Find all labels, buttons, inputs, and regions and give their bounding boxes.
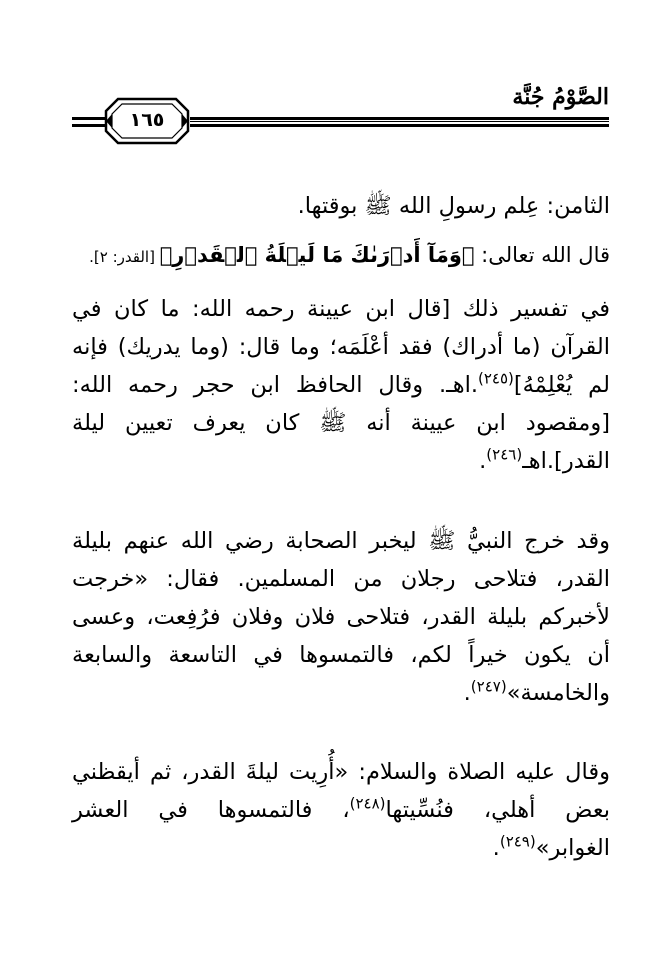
footnote-marker: (٢٤٧) <box>470 677 507 696</box>
paragraph-end: . <box>492 835 500 861</box>
paragraph-end: . <box>479 448 487 474</box>
quran-verse: ﴿وَمَآ أَدۡرَىٰكَ مَا لَيۡلَةُ ٱلۡقَدۡرِ﴾ <box>159 243 475 267</box>
hadith-text: وقال عليه الصلاة والسلام: «أُرِيت ليلةَ القدر، ثم أيقظني بعض أهلي، فنُسِّيتها <box>72 759 610 823</box>
verse-intro: قال الله تعالى: <box>474 243 610 267</box>
header-rule-left <box>72 117 106 127</box>
running-title: الصَّوْمُ جُنَّة <box>512 84 609 110</box>
header-rule-right <box>190 117 609 127</box>
hadith-text: وقد خرج النبيُّ ﷺ ليخبر الصحابة رضي الله عنهم بليلة القدر، فتلاحى رجلان من المسلمين. فقال: «خرجت لأخبركم بليلة القدر، فتلاحى فلان وفلان فرُفِعت، وعسى أن يكون خيراً لكم، فالتمسوها في التاسعة والسابعة والخامسة» <box>72 528 610 706</box>
page-number-frame <box>104 97 190 145</box>
footnote-marker: (٢٤٥) <box>478 369 514 388</box>
footnote-marker: (٢٤٨) <box>349 794 386 813</box>
page-number: ١٦٥ <box>129 109 165 131</box>
footnote-marker: (٢٤٦) <box>486 445 523 464</box>
tafsir-text-continued: .اهـ. وقال الحافظ ابن حجر رحمه الله: [ومقصود ابن عيينة أنه ﷺ كان يعرف تعيين ليلة القدر].اهـ <box>72 372 610 474</box>
footnote-marker: (٢٤٩) <box>499 832 536 851</box>
verse-reference: [القدر: ٢]. <box>89 248 160 266</box>
paragraph-hadith-quarrel <box>72 522 659 712</box>
paragraph-tafsir <box>72 290 659 480</box>
paragraph-end: . <box>463 680 471 706</box>
hadith-text-continued: ، فالتمسوها في العشر الغوابر» <box>72 797 610 861</box>
paragraph-verse <box>72 235 659 277</box>
paragraph-eighth: الثامن: عِلم رسولِ الله ﷺ بوقتها. <box>297 193 610 219</box>
paragraph-hadith-forgotten <box>72 753 659 867</box>
tafsir-text: في تفسير ذلك [قال ابن عيينة رحمه الله: ما كان في القرآن (ما أدراك) فقد أعْلَمَه؛ وما قال: (وما يدريك) فإنه لم يُعْلِمْهُ] <box>72 296 610 398</box>
